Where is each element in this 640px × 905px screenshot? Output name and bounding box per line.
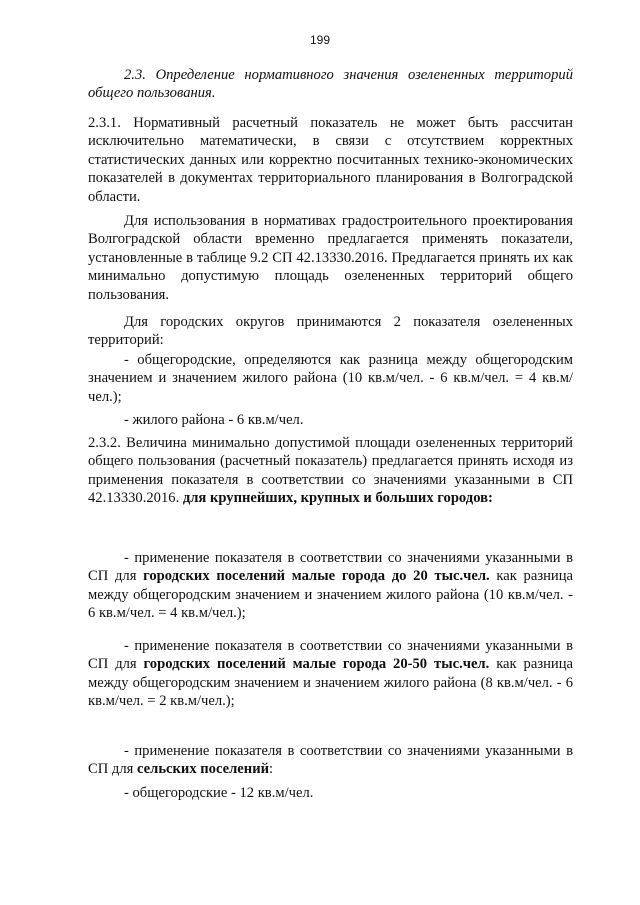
list-item-small-towns-20 xyxy=(88,549,573,623)
page-number: 199 xyxy=(309,33,331,47)
section-heading: 2.3. Определение нормативного значения озелененных территорий общего пользования. xyxy=(88,67,573,102)
rural-text-c: : xyxy=(269,761,274,778)
rural-text-a: - применение показателя в соответствии со значениями указанными в СП для xyxy=(88,743,573,778)
paragraph-usage: Для использования в нормативах градостроительного проектирования Волгоградской области временно предлагается применять показатели, установленные в таблице 9.2 СП 42.13330.2016. Предлагается принять их как минимально допустимую площадь озелененных территорий общего пользования. xyxy=(88,213,573,303)
list-item-rural-citywide: - общегородские - 12 кв.м/чел. xyxy=(124,785,314,801)
small-towns-50-text-c: как разница между общегородским значением и значением жилого района (8 кв.м/чел. - 6 кв.м/чел. = 2 кв.м/чел.); xyxy=(88,656,573,710)
p-2-3-2-bold: для крупнейших, крупных и больших городов: xyxy=(182,490,493,507)
paragraph-2-3-1: 2.3.1. Нормативный расчетный показатель не может быть рассчитан исключительно математически, в связи с отсутствием корректных статистических данных или корректно посчитанных технико-экономических показателей в документах территориального планирования в Волгоградской области. xyxy=(88,115,573,205)
paragraph-2-3-2 xyxy=(88,434,573,508)
small-towns-50-bold: городских поселений малые города 20-50 тыс.чел. xyxy=(143,656,490,673)
small-towns-50-text-a: - применение показателя в соответствии со значениями указанными в СП для xyxy=(88,638,573,673)
small-towns-20-text-a: - применение показателя в соответствии со значениями указанными в СП для xyxy=(88,550,573,585)
rural-bold: сельских поселений xyxy=(137,761,270,778)
list-item-citywide: - общегородские, определяются как разница между общегородским значением и значением жилого района (10 кв.м/чел. - 6 кв.м/чел. = 4 кв.м/чел.); xyxy=(88,352,573,405)
paragraph-city-districts: Для городских округов принимаются 2 показателя озелененных территорий: xyxy=(88,314,573,349)
list-item-rural xyxy=(88,742,573,779)
list-item-residential: - жилого района - 6 кв.м/чел. xyxy=(124,412,304,428)
small-towns-20-text-c: как разница между общегородским значением и значением жилого района (10 кв.м/чел. - 6 кв.м/чел. = 4 кв.м/чел.); xyxy=(88,568,573,622)
list-item-small-towns-20-50 xyxy=(88,637,573,711)
p-2-3-2-text: 2.3.2. Величина минимально допустимой площади озелененных территорий общего пользования (расчетный показатель) предлагается принять исходя из применения показателя в соответствии со значениями указанными в СП 42.13330.2016. xyxy=(88,435,573,507)
small-towns-20-bold: городских поселений малые города до 20 тыс.чел. xyxy=(143,568,490,585)
